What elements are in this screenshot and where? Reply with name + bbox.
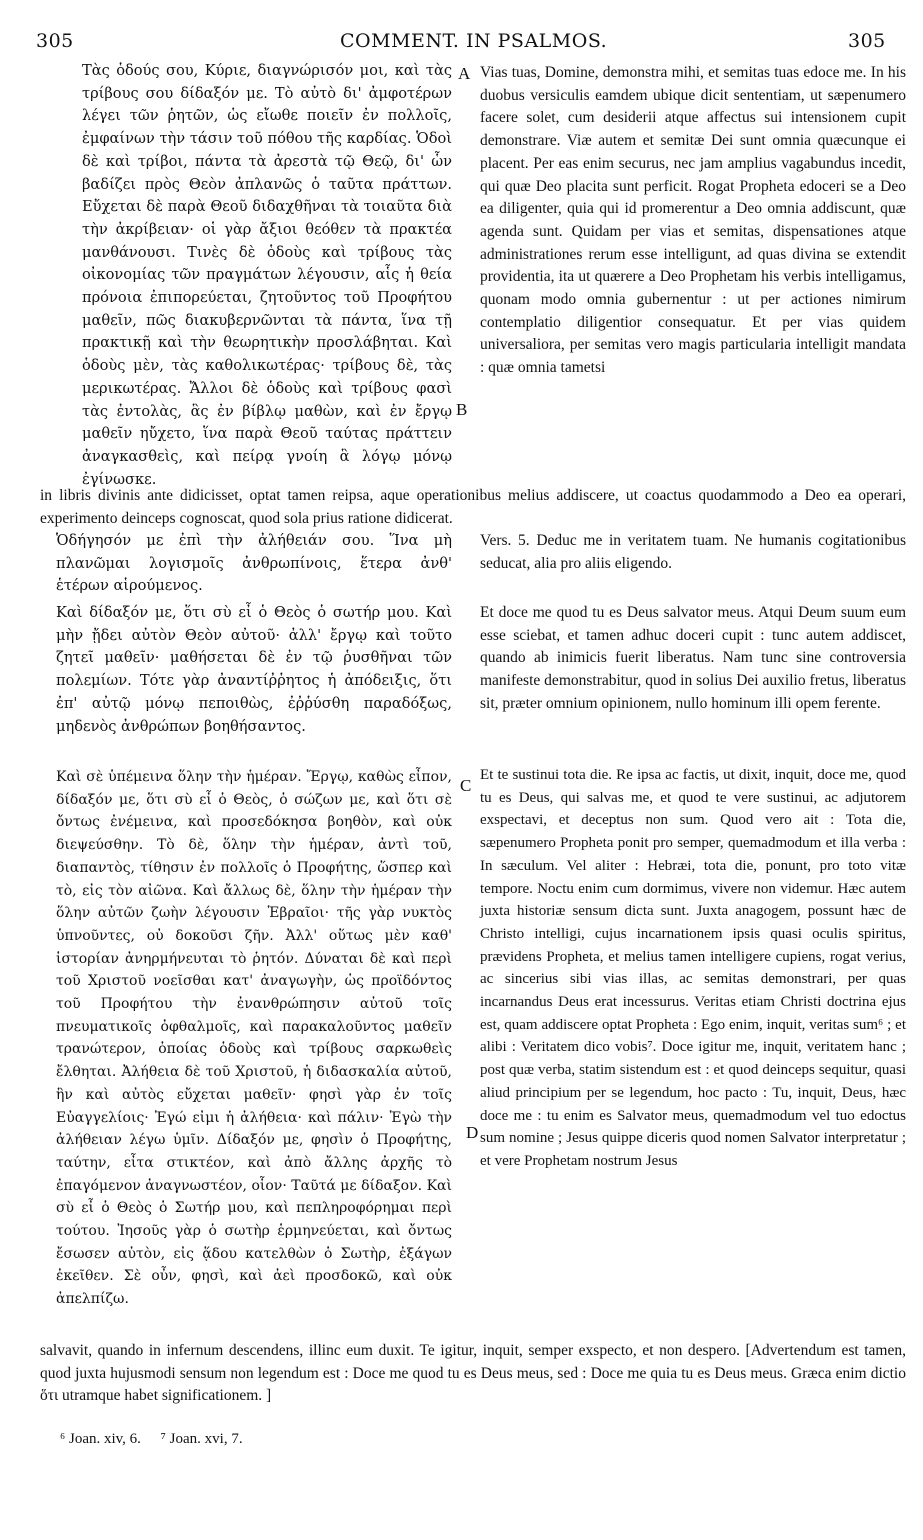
greek-block-3: Καὶ δίδαξόν με, ὅτι σὺ εἶ ὁ Θεὸς ὁ σωτήρ μου. Καὶ μὴν ᾔδει αὐτὸν Θεὸν αὐτοῦ· ἀλλ' ἔργῳ καὶ τοῦτο ζητεῖ μαθεῖν· μαθήσεται δὲ ἐν τῷ ῥυσθῆναι τῶν πολεμίων. Τότε γὰρ ἀναντίῤῥητος ἡ ἀπόδειξις, ὅτι ἐπ' αὐτῷ μόνῳ πεποιθὼς, ἐῤῥύσθη παραδόξως, μηδενὸς ἀνθρώπων βοηθήσαντος. xyxy=(56,604,452,735)
latin-block-4: Et te sustinui tota die. Re ipsa ac factis, ut dixit, inquit, doce me, quod tu es Deus, qui salvas me, et quod te vere sustinui, ac adjutorem exspectavi, et deceptus non sum. Quod vero ait : Tota die, sæpenumero Propheta ponit pro semper, quemadmodum et illa verba : In sæculum. Vel aliter : Hebræi, tota die, ponunt, pro toto vitæ tempore. Noctu enim cum dormimus, vivere non videmur. Hæc autem juxta historiæ sensum dicta sunt. Juxta anagogem, possunt hæc de Christo intelligi, cujus incarnationem ipsis quasi oculis spiritus, prævidens Propheta, et melius tamen intelligere cupiens, rogat verius, ac sincerius sibi vias illas, ac semitas demonstrari, per quas incarnandus Deus erat incessurus. Veritas etiam Christi doctrina ejus est, quam addiscere optat Propheta : Ego enim, inquit, veritas sum⁶ ; et alibi : Veritatem dico vobis⁷. Doce igitur me, inquit, veritatem hanc ; post quæ verba, statim sistendum est : et quod deinceps sequitur, quasi aliud principium per se legendum, hoc pacto : Tu, inquit, Deus, hæc doce me : tu enim es Salvator meus, quemadmodum vel tuo edoctus sum nomine ; Jesus quippe diceris quod nomen Salvator interpretatur ; et vere Prophetam nostrum Jesus xyxy=(480,767,906,1169)
running-title: COMMENT. IN PSALMOS. xyxy=(340,30,608,52)
footnote-7: ⁷ Joan. xvi, 7. xyxy=(160,1431,243,1447)
greek-block-1: Τὰς ὁδούς σου, Κύριε, διαγνώρισόν μοι, καὶ τὰς τρίβους σου δίδαξόν με. Τὸ αὐτὸ δι' ἀμφοτέρων λέγει τῶν ῥητῶν, ὡς εἴωθε ποιεῖν ἐν πολλοῖς, ἐμφαίνων τὴν τάσιν τοῦ πόθου τῆς καρδίας. Ὁδοὶ δὲ καὶ τρίβοι, πάντα τὰ ἀρεστὰ τῷ Θεῷ, δι' ὧν βαδίζει πρὸς Θεὸν ἀπλανῶς ὁ ταῦτα πράττων. Εὔχεται δὲ παρὰ Θεοῦ διδαχθῆναι τὰ τοιαῦτα διὰ τὴν ἀκρίβειαν· οἱ γὰρ ἄξιοι θεόθεν τὰ πρακτέα μανθάνουσι. Τινὲς δὲ ὁδοὺς καὶ τρίβους τὰς οἰκονομίας τῶν πραγμάτων λέγουσιν, αἷς ἡ θεία πρόνοια ἐπιπορεύεται, ζητοῦντος τοῦ Προφήτου μαθεῖν, πῶς διακυβερνῶνται τὰ πάντα, ἵνα τῇ πρακτικῇ καὶ τὴν θεωρητικὴν προσλάβηται. Καὶ ὁδοὺς μὲν, τὰς καθολικωτέρας· τρίβους δὲ, τὰς μερικωτέρας. Ἄλλοι δὲ ὁδοὺς καὶ τρίβους φασὶ τὰς ἐντολὰς, ἃς ἐν βίβλῳ μαθὼν, καὶ ἐν ἔργῳ μαθεῖν ηὔχετο, ἵνα παρὰ Θεοῦ ταύτας πράττειν ἀναγκασθεὶς, καὶ πείρᾳ γνοίη ἃ λόγῳ μόνῳ ἐγίνωσκε. xyxy=(82,62,452,488)
footnotes xyxy=(60,1431,259,1448)
page-number-right: 305 xyxy=(848,30,886,52)
greek-block-4: Καὶ σὲ ὑπέμεινα ὅλην τὴν ἡμέραν. Ἔργῳ, καθὼς εἶπον, δίδαξόν με, ὅτι σὺ εἶ ὁ Θεὸς, ὁ σώζων με, καὶ ὅτι σὲ ὄντως ἐνέμεινα, καὶ προσεδόκησα βοηθὸν, καὶ οὐκ διεψεύσθην. Τὸ δὲ, ὅλην τὴν ἡμέραν, ἀντὶ τοῦ, διαπαντὸς, τίθησιν ἐν πολλοῖς ὁ Προφήτης, ὥσπερ καὶ τὸ, εἰς τὸν αἰῶνα. Καὶ ἄλλως δὲ, ὅλην τὴν ἡμέραν τὴν ὅλην αὐτῶν ζωὴν λέγουσιν Ἑβραῖοι· τῆς γὰρ νυκτὸς ὑπνοῦντες, οὐ δοκοῦσι ζῆν. Ἀλλ' οὕτως μὲν καθ' ἱστορίαν ἀνηρμήνευται τὸ ῥητόν. Δύναται δὲ καὶ περὶ τοῦ Χριστοῦ νοεῖσθαι κατ' ἀναγωγὴν, ὡς προϊδόντος τοῦ Προφήτου τὴν ἐνανθρώπησιν αὐτοῦ τοῖς πνευματικοῖς ὀφθαλμοῖς, καὶ παρακαλοῦντος μαθεῖν τρανώτερον, ὁποίας ὁδοὺς καὶ τρίβους σαρκωθεὶς ἔλθηται. Ἀλήθεια δὲ τοῦ Χριστοῦ, ἡ διδασκαλία αὐτοῦ, ἣν καὶ αὐτὸς εὔχεται μαθεῖν· φησὶ γὰρ ἐν τοῖς Εὐαγγελίοις· Ἐγώ εἰμι ἡ ἀλήθεια· καὶ πάλιν· Ἐγὼ τὴν ἀλήθειαν λέγω ὑμῖν. Δίδαξόν με, φησὶν ὁ Προφήτης, ταύτην, εἶτα στικτέον, καὶ ἀπὸ ἄλλης ἀρχῆς τὸ ἐπαγόμενον ἀναγνωστέον, οἷον· Ταῦτά με δίδαξον. Καὶ σὺ εἶ ὁ Θεὸς ὁ Σωτήρ μου, καὶ πεπληροφόρημαι περὶ τούτου. Ἰησοῦς γὰρ ὁ σωτὴρ ἑρμηνεύεται, καὶ ὄντως ἔσωσεν αὐτὸν, εἰς ᾅδου κατελθὼν ὁ Σωτὴρ, ἐξάγων ἐκεῖθεν. Σὲ οὖν, φησὶ, καὶ ἀεὶ προσδοκῶ, καὶ οὐκ ἀπελπίζω. xyxy=(56,769,452,1308)
latin-block-1: Vias tuas, Domine, demonstra mihi, et semitas tuas edoce me. In his duobus versiculis eamdem ubique dicit sententiam, ut sæpenumero facere solet, cum desiderii atque affectus sui intensionem cupit demonstrare. Viæ autem et semitæ Dei sunt omnia quæcunque ei placent. Per eas enim securus, nec jam amplius vagabundus incedit, qui quæ Deo placita sunt perficit. Rogat Propheta edoceri se a Deo ea diligenter, quia qui id promerentur a Deo omnia addiscunt, quæ agenda sunt. Quidam per vias et semitas, dispensationes atque administrationes rerum esse intelligunt, ad quas divina se extendit providentia, ita ut quærere a Deo Prophetam his verbis intelligamus, quonam modo omnia gubernentur : ut per actiones nimirum contemplatio diligentior consequatur. Et per vias quidem universaliora, per semitas vero magis particularia intelligit mandata : quæ omnia tametsi xyxy=(480,64,906,377)
full-width-line-2: salvavit, quando in infernum descendens, illinc eum duxit. Te igitur, inquit, semper exspecto, et non despero. [Advertendum est tamen, quod juxta hujusmodi sensum non legendum est : Doce me quod tu es Deus meus, sed : Doce me quia tu es Deus meus. Græca enim dictio ὅτι utramque habet significationem. ] xyxy=(40,1342,906,1405)
margin-letter-c: C xyxy=(460,776,472,795)
latin-block-3: Et doce me quod tu es Deus salvator meus. Atqui Deum suum eum esse sciebat, et tamen adhuc doceri cupit : tunc autem addiscet, quando ab inimicis fuerit liberatus. Nam tunc sine controversia manifeste demonstrabitur, quod in solius Dei auxilio fretus, liberatus sit, præter omnium opinionem, nullo hominum illi opem ferente. xyxy=(480,604,906,712)
margin-letter-b: B xyxy=(456,400,468,419)
latin-block-2: Vers. 5. Deduc me in veritatem tuam. Ne humanis cogitationibus seducat, alia pro aliis eligendo. xyxy=(480,532,906,572)
page-number-left: 305 xyxy=(36,30,74,52)
margin-letter-a: A xyxy=(458,64,471,83)
margin-letter-d: D xyxy=(466,1123,479,1142)
full-width-line-1: in libris divinis ante didicisset, optat tamen reipsa, aque operationibus melius addiscere, ut coactus quodammodo a Deo ea operari, experimento deinceps cognoscat, quod sola prius ratione didicerat. xyxy=(40,487,906,527)
footnote-6: ⁶ Joan. xiv, 6. xyxy=(60,1431,141,1447)
greek-block-2: Ὁδήγησόν με ἐπὶ τὴν ἀλήθειάν σου. Ἵνα μὴ πλανῶμαι λογισμοῖς ἀνθρωπίνοις, ἕτερα ἀνθ' ἑτέρων αἱρούμενος. xyxy=(56,532,452,595)
